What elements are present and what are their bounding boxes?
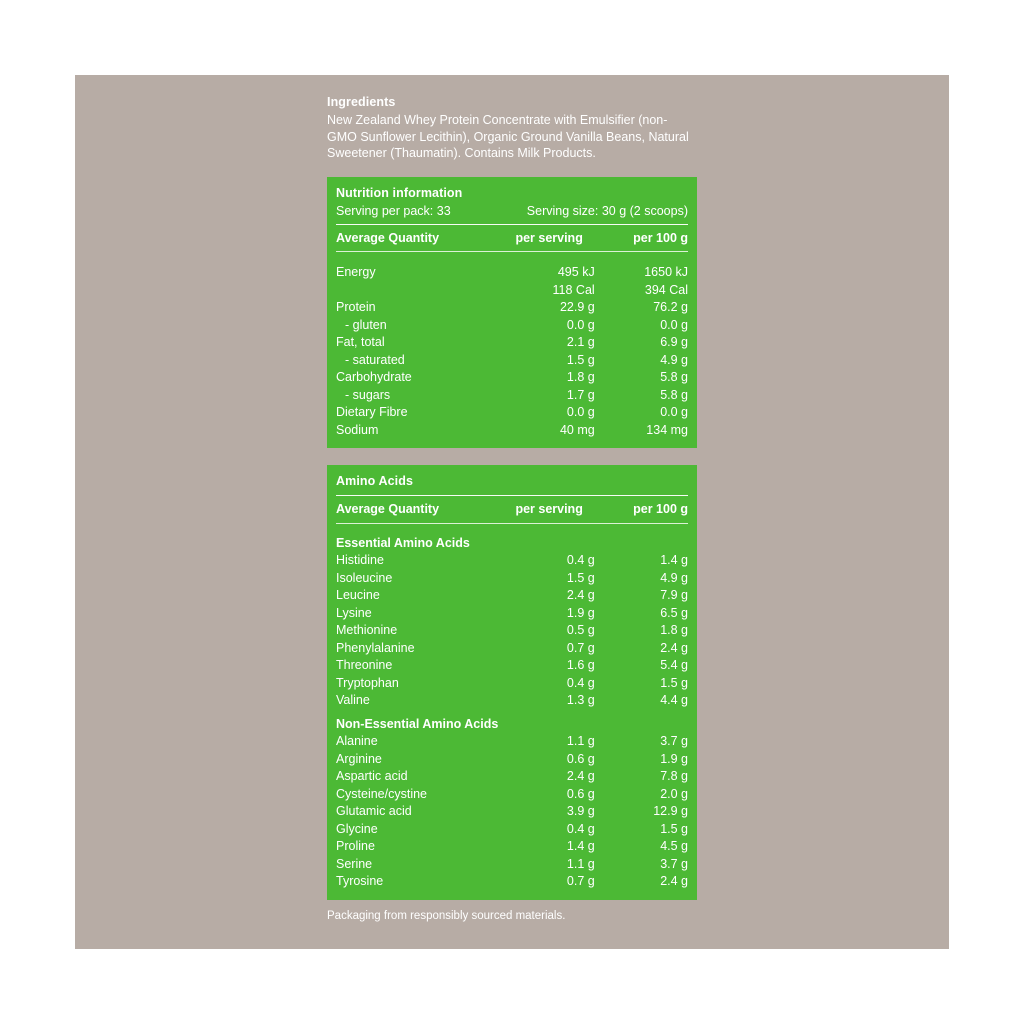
row-label: [336, 282, 501, 300]
table-header-row: [336, 501, 688, 519]
row-per-serving: 1.9 g: [566, 605, 595, 620]
nutrition-values-table: [336, 257, 688, 439]
row-label: Valine: [336, 693, 370, 707]
row-per-serving: 2.4 g: [566, 769, 595, 783]
column-header-per-100g: per 100 g: [633, 230, 688, 245]
section-heading-essential: [336, 529, 688, 553]
row-label: Proline: [336, 839, 375, 853]
row-per-100g: 4.4 g: [660, 693, 688, 707]
ingredients-text: New Zealand Whey Protein Concentrate with Emulsifier (non-GMO Sunflower Lecithin), Organic Ground Vanilla Beans, Natural Sweetener (Thaumatin). Contains Milk Products.: [327, 113, 689, 160]
row-per-serving: 1.8 g: [566, 370, 595, 384]
row-label: Fat, total: [336, 335, 385, 349]
table-row: [336, 570, 688, 588]
row-label: Phenylalanine: [336, 640, 415, 655]
row-per-100g: 4.9 g: [660, 352, 688, 367]
row-per-100g: 3.7 g: [660, 734, 688, 748]
table-row: [336, 856, 688, 874]
row-per-100g: 3.7 g: [660, 856, 688, 871]
row-label: Cysteine/cystine: [336, 786, 428, 801]
row-per-100g: 134 mg: [646, 422, 688, 437]
amino-header-table: [336, 501, 688, 519]
table-row: [336, 838, 688, 856]
row-label: Alanine: [336, 734, 378, 748]
table-row: [336, 657, 688, 675]
row-per-serving: 0.7 g: [566, 640, 595, 655]
ingredients-section: [327, 95, 697, 162]
label-content: [327, 95, 697, 922]
row-per-serving: 1.5 g: [566, 570, 595, 585]
table-row: [336, 692, 688, 710]
row-per-serving: 22.9 g: [559, 300, 595, 314]
row-per-serving: 1.1 g: [566, 856, 595, 871]
row-per-100g: 1.9 g: [660, 751, 688, 766]
table-row: [336, 733, 688, 751]
ingredients-title: Ingredients: [327, 95, 396, 109]
table-row: [336, 352, 688, 370]
table-row: [336, 317, 688, 335]
row-per-100g: 7.8 g: [660, 769, 688, 783]
row-per-serving: 0.4 g: [566, 553, 595, 567]
row-per-100g: 1650 kJ: [644, 265, 688, 279]
row-label: Tyrosine: [336, 874, 384, 888]
table-row: [336, 369, 688, 387]
column-header-per-serving: per serving: [515, 230, 583, 245]
row-per-serving: 2.1 g: [566, 335, 595, 349]
table-row: [336, 622, 688, 640]
table-row: [336, 786, 688, 804]
row-per-serving: 495 kJ: [557, 265, 595, 279]
row-per-serving: 0.0 g: [566, 317, 595, 332]
non-essential-amino-acids-label: Non-Essential Amino Acids: [336, 716, 499, 731]
amino-acids-box: [327, 465, 697, 900]
row-per-serving: 0.4 g: [566, 675, 595, 690]
row-per-serving: 1.1 g: [566, 734, 595, 748]
column-header-average-quantity: Average Quantity: [336, 502, 440, 516]
table-row: [336, 873, 688, 891]
row-label: Leucine: [336, 588, 380, 602]
row-label: - gluten: [345, 317, 387, 332]
table-row: [336, 334, 688, 352]
row-per-100g: 1.5 g: [660, 675, 688, 690]
table-row: [336, 299, 688, 317]
row-per-serving: 0.6 g: [566, 751, 595, 766]
product-label-panel: [75, 75, 949, 949]
table-row: [336, 803, 688, 821]
row-label: Methionine: [336, 623, 398, 637]
nutrition-information-box: [327, 177, 697, 449]
spacer: [336, 257, 688, 264]
row-per-100g: 0.0 g: [660, 317, 688, 332]
nutrition-table: [336, 230, 688, 248]
row-per-100g: 76.2 g: [653, 300, 688, 314]
row-per-serving: 0.6 g: [566, 786, 595, 801]
row-label: Histidine: [336, 553, 384, 567]
row-per-100g: 4.9 g: [660, 570, 688, 585]
divider: [336, 224, 688, 225]
row-per-100g: 4.5 g: [660, 839, 688, 853]
amino-values-table: [336, 529, 688, 891]
nutrition-title: Nutrition information: [336, 185, 463, 200]
row-per-100g: 1.5 g: [660, 821, 688, 836]
table-row: [336, 821, 688, 839]
table-row: [336, 605, 688, 623]
row-label: Arginine: [336, 751, 382, 766]
table-row: [336, 587, 688, 605]
row-label: Sodium: [336, 422, 379, 437]
row-per-serving: 3.9 g: [566, 804, 595, 818]
table-row: [336, 404, 688, 422]
section-heading-non-essential: [336, 710, 688, 734]
row-per-serving: 40 mg: [559, 422, 595, 437]
row-per-serving: 0.5 g: [566, 623, 595, 637]
row-label: Glycine: [336, 821, 378, 836]
row-label: Energy: [336, 265, 376, 279]
table-row: [336, 422, 688, 440]
row-label: Lysine: [336, 605, 372, 620]
row-per-100g: 7.9 g: [660, 588, 688, 602]
row-per-serving: 2.4 g: [566, 588, 595, 602]
row-per-serving: 0.0 g: [566, 405, 595, 419]
column-header-per-100g: per 100 g: [633, 502, 688, 516]
divider: [336, 495, 688, 496]
row-per-100g: 2.4 g: [660, 874, 688, 888]
row-per-100g: 0.0 g: [660, 405, 688, 419]
amino-acids-title: Amino Acids: [336, 474, 414, 488]
packaging-note: Packaging from responsibly sourced materials.: [327, 909, 566, 922]
row-label: Protein: [336, 300, 376, 314]
column-header-per-serving: per serving: [515, 502, 583, 516]
table-header-row: [336, 230, 688, 248]
row-per-100g: 5.4 g: [660, 658, 688, 672]
row-label: Serine: [336, 856, 373, 871]
row-per-100g: 2.4 g: [660, 640, 688, 655]
table-row: [336, 387, 688, 405]
table-row: [336, 282, 688, 300]
row-per-serving: 0.7 g: [566, 874, 595, 888]
row-per-serving: 0.4 g: [566, 821, 595, 836]
table-row: [336, 768, 688, 786]
serving-row: [336, 203, 688, 220]
row-per-serving: 1.5 g: [566, 352, 595, 367]
row-label: Glutamic acid: [336, 804, 412, 818]
row-per-100g: 6.9 g: [660, 335, 688, 349]
row-per-100g: 394 Cal: [644, 282, 688, 297]
row-label: Threonine: [336, 658, 393, 672]
table-row: [336, 640, 688, 658]
row-per-100g: 5.8 g: [660, 387, 688, 402]
divider: [336, 523, 688, 524]
row-per-serving: 1.6 g: [566, 658, 595, 672]
row-per-100g: 2.0 g: [660, 786, 688, 801]
row-per-100g: 5.8 g: [660, 370, 688, 384]
divider: [336, 251, 688, 252]
row-per-100g: 12.9 g: [653, 804, 688, 818]
row-label: Aspartic acid: [336, 769, 408, 783]
serving-per-pack: Serving per pack: 33: [336, 203, 451, 218]
row-label: Dietary Fibre: [336, 405, 408, 419]
table-row: [336, 264, 688, 282]
table-row: [336, 552, 688, 570]
row-label: Tryptophan: [336, 675, 399, 690]
row-per-100g: 1.4 g: [660, 553, 688, 567]
row-per-100g: 1.8 g: [660, 623, 688, 637]
row-per-serving: 118 Cal: [552, 282, 595, 297]
column-header-average-quantity: Average Quantity: [336, 230, 440, 245]
table-row: [336, 675, 688, 693]
row-label: - sugars: [345, 387, 391, 402]
row-label: Isoleucine: [336, 570, 393, 585]
row-label: - saturated: [345, 352, 405, 367]
row-label: Carbohydrate: [336, 370, 412, 384]
row-per-100g: 6.5 g: [660, 605, 688, 620]
essential-amino-acids-label: Essential Amino Acids: [336, 535, 470, 550]
row-per-serving: 1.7 g: [566, 387, 595, 402]
serving-size: Serving size: 30 g (2 scoops): [526, 203, 688, 218]
row-per-serving: 1.3 g: [566, 693, 595, 707]
row-per-serving: 1.4 g: [566, 839, 595, 853]
table-row: [336, 751, 688, 769]
